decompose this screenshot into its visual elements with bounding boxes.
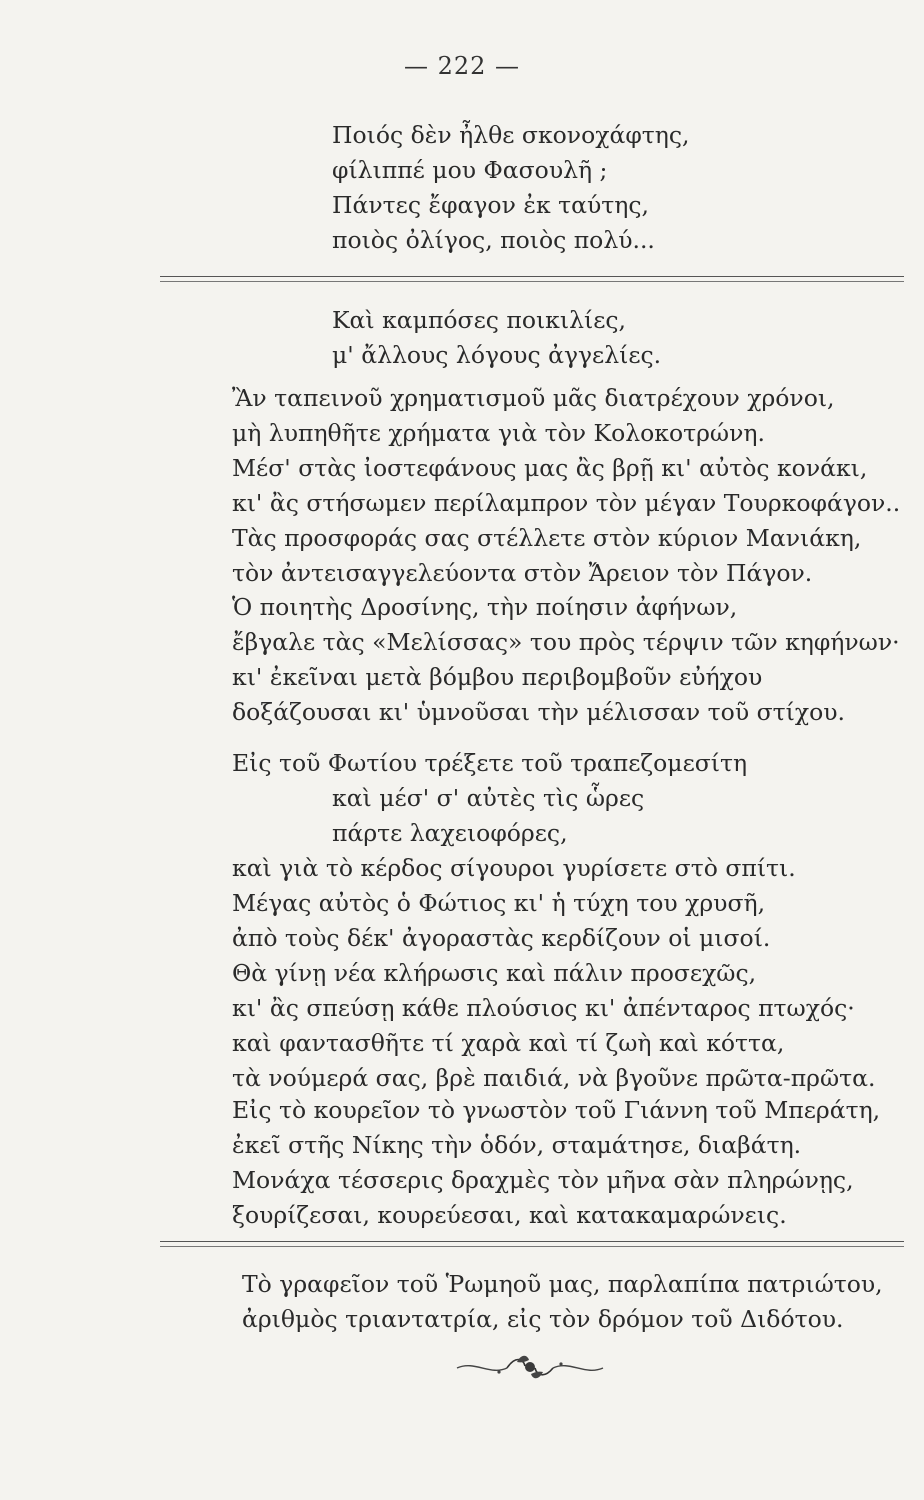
verse-line: ξουρίζεσαι, κουρεύεσαι, καὶ κατακαμαρώνεις. (232, 1201, 787, 1229)
verse-line: μ' ἄλλους λόγους ἀγγελίες. (332, 341, 662, 369)
verse-line: καὶ φαντασθῆτε τί χαρὰ καὶ τί ζωὴ καὶ κόττα, (232, 1029, 785, 1057)
verse-line: Καὶ καμπόσες ποικιλίες, (332, 306, 627, 334)
verse-line: Μέσ' στὰς ἰοστεφάνους μας ἂς βρῇ κι' αὐτὸς κονάκι, (232, 454, 868, 482)
footer-notice (242, 1267, 883, 1337)
verse-line: Μονάχα τέσσερις δραχμὲς τὸν μῆνα σὰν πληρώνῃς, (232, 1166, 854, 1194)
stanza-2 (332, 303, 661, 373)
verse-line: ἔβγαλε τὰς «Μελίσσας» του πρὸς τέρψιν τῶν κηφήνων· (232, 628, 900, 656)
verse-line: Εἰς τὸ κουρεῖον τὸ γνωστὸν τοῦ Γιάννη τοῦ Μπεράτη, (232, 1096, 881, 1124)
verse-line: Ἂν ταπεινοῦ χρηματισμοῦ μᾶς διατρέχουν χρόνοι, (232, 384, 835, 412)
verse-line: κι' ἐκεῖναι μετὰ βόμβου περιβομβοῦν εὐήχου (232, 663, 763, 691)
verse-line: κι' ἂς σπεύσῃ κάθε πλούσιος κι' ἀπένταρος πτωχός· (232, 994, 855, 1022)
stanza-6 (232, 1093, 880, 1233)
stanza-4 (232, 590, 900, 730)
verse-line: καὶ γιὰ τὸ κέρδος σίγουροι γυρίσετε στὸ σπίτι. (232, 854, 796, 882)
divider-rule (160, 276, 904, 277)
verse-line: δοξάζουσαι κι' ὑμνοῦσαι τὴν μέλισσαν τοῦ στίχου. (232, 698, 845, 726)
verse-line: Ποιός δὲν ἦλθε σκονοχάφτης, (332, 121, 690, 149)
verse-line: ποιὸς ὀλίγος, ποιὸς πολύ... (332, 226, 655, 254)
footer-line: Τὸ γραφεῖον τοῦ Ῥωμηοῦ μας, παρλαπίπα πατριώτου, (242, 1270, 883, 1298)
verse-line: ἀπὸ τοὺς δέκ' ἀγοραστὰς κερδίζουν οἱ μισοί. (232, 924, 771, 952)
verse-line: Εἰς τοῦ Φωτίου τρέξετε τοῦ τραπεζομεσίτη (232, 749, 748, 777)
page-number: — 222 — (403, 52, 521, 80)
verse-line: Πάντες ἔφαγον ἐκ ταύτης, (332, 191, 649, 219)
floral-ornament-icon (455, 1350, 605, 1384)
verse-line: Τὰς προσφοράς σας στέλλετε στὸν κύριον Μανιάκη, (232, 524, 862, 552)
verse-line: ἐκεῖ στῆς Νίκης τὴν ὁδόν, σταμάτησε, διαβάτη. (232, 1131, 802, 1159)
stanza-1 (332, 118, 690, 258)
divider-rule (160, 1241, 904, 1242)
verse-line: τὸν ἀντεισαγγελεύοντα στὸν Ἄρειον τὸν Πάγον. (232, 559, 813, 587)
verse-line: μὴ λυπηθῆτε χρήματα γιὰ τὸν Κολοκοτρώνη. (232, 419, 765, 447)
verse-line: καὶ μέσ' σ' αὐτὲς τὶς ὧρες (332, 784, 645, 812)
stanza-5 (232, 746, 875, 1096)
verse-line: Ὁ ποιητὴς Δροσίνης, τὴν ποίησιν ἀφήνων, (232, 593, 738, 621)
divider-rule (160, 281, 904, 282)
verse-line: κι' ἂς στήσωμεν περίλαμπρον τὸν μέγαν Τουρκοφάγον.. (232, 489, 901, 517)
stanza-3 (232, 381, 900, 591)
verse-line: Θὰ γίνῃ νέα κλήρωσις καὶ πάλιν προσεχῶς, (232, 959, 757, 987)
footer-line: ἀριθμὸς τριαντατρία, εἰς τὸν δρόμον τοῦ Διδότου. (242, 1305, 844, 1333)
divider-rule (160, 1246, 904, 1247)
verse-line: φίλιππέ μου Φασουλῆ ; (332, 156, 608, 184)
verse-line: τὰ νούμερά σας, βρὲ παιδιά, νὰ βγοῦνε πρῶτα-πρῶτα. (232, 1064, 876, 1092)
verse-line: Μέγας αὐτὸς ὁ Φώτιος κι' ἡ τύχη του χρυσῆ, (232, 889, 766, 917)
verse-line: πάρτε λαχειοφόρες, (332, 819, 568, 847)
